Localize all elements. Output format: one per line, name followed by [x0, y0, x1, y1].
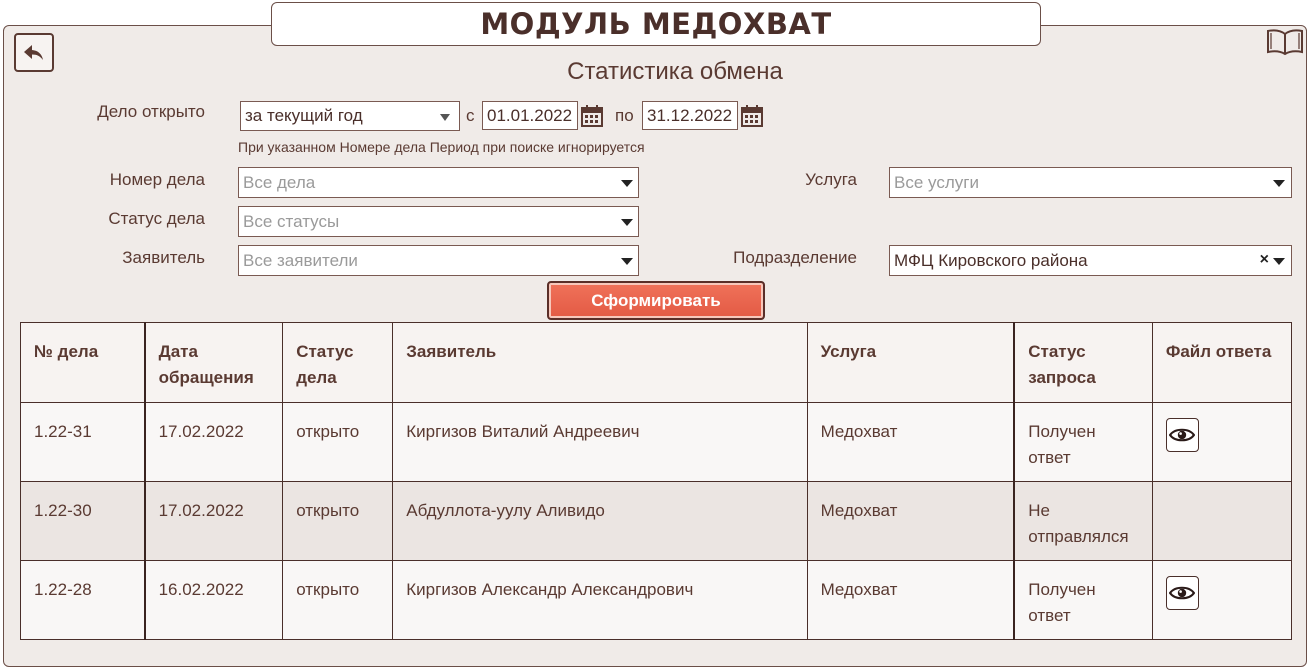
cell-file [1152, 482, 1291, 561]
case-number-placeholder: Все дела [243, 172, 316, 192]
cell-service: Медохват [807, 561, 1014, 640]
table-header-row [21, 323, 1292, 403]
clear-icon[interactable]: × [1259, 251, 1269, 268]
cell-request-status: Получен ответ [1014, 403, 1152, 482]
applicant-placeholder: Все заявители [243, 250, 358, 270]
date-to-input[interactable] [642, 101, 738, 130]
back-arrow-icon [23, 44, 45, 62]
eye-icon [1169, 427, 1195, 443]
chevron-down-icon [621, 219, 633, 226]
period-select[interactable] [240, 101, 460, 131]
cell-number: 1.22-30 [21, 482, 145, 561]
cell-applicant: Абдуллота-уулу Аливидо [393, 482, 807, 561]
cell-request-status: Не отправлялся [1014, 482, 1152, 561]
results-table [20, 322, 1292, 640]
case-number-label: Номер дела [109, 170, 205, 189]
column-header-status[interactable]: Статус дела [283, 323, 393, 403]
back-button[interactable] [14, 33, 54, 72]
to-label: по [615, 106, 634, 125]
column-header-number[interactable]: № дела [21, 323, 145, 403]
chevron-down-icon [1273, 258, 1285, 265]
division-select[interactable] [889, 245, 1292, 276]
table-row[interactable] [21, 403, 1292, 482]
opened-label: Дело открыто [97, 102, 205, 121]
table-row[interactable] [21, 482, 1292, 561]
cell-status: открыто [283, 403, 393, 482]
period-hint: При указанном Номере дела Период при поиске игнорируется [238, 139, 645, 155]
cell-applicant: Киргизов Александр Александрович [393, 561, 807, 640]
applicant-label: Заявитель [122, 248, 205, 267]
case-status-placeholder: Все статусы [243, 211, 340, 231]
generate-button[interactable]: Сформировать [547, 281, 765, 320]
calendar-icon[interactable] [741, 105, 763, 127]
case-number-select[interactable] [238, 167, 639, 198]
cell-status: открыто [283, 482, 393, 561]
cell-status: открыто [283, 561, 393, 640]
cell-service: Медохват [807, 403, 1014, 482]
division-value: МФЦ Кировского района [894, 250, 1088, 270]
service-label: Услуга [805, 170, 857, 189]
calendar-icon[interactable] [581, 105, 603, 127]
cell-file [1152, 403, 1291, 482]
view-file-button[interactable] [1166, 576, 1199, 610]
case-status-select[interactable] [238, 206, 639, 237]
module-title: МОДУЛЬ МЕДОХВАТ [271, 2, 1041, 46]
eye-icon [1169, 585, 1195, 601]
cell-number: 1.22-28 [21, 561, 145, 640]
view-file-button[interactable] [1166, 418, 1199, 452]
book-icon [1266, 28, 1304, 56]
applicant-select[interactable] [238, 245, 639, 276]
from-label: с [466, 106, 475, 125]
chevron-down-icon [440, 114, 450, 121]
chevron-down-icon [1273, 180, 1285, 187]
chevron-down-icon [621, 180, 633, 187]
division-label: Подразделение [733, 248, 857, 267]
service-select[interactable] [889, 167, 1292, 198]
cell-date: 16.02.2022 [145, 561, 283, 640]
date-from-input[interactable] [482, 101, 578, 130]
cell-date: 17.02.2022 [145, 403, 283, 482]
cell-date: 17.02.2022 [145, 482, 283, 561]
cell-number: 1.22-31 [21, 403, 145, 482]
chevron-down-icon [621, 258, 633, 265]
column-header-request-status[interactable]: Статус запроса [1014, 323, 1152, 403]
table-row[interactable] [21, 561, 1292, 640]
service-placeholder: Все услуги [894, 172, 979, 192]
column-header-service[interactable]: Услуга [807, 323, 1014, 403]
column-header-date[interactable]: Дата обращения [145, 323, 283, 403]
help-button[interactable] [1266, 27, 1304, 57]
column-header-applicant[interactable]: Заявитель [393, 323, 807, 403]
cell-service: Медохват [807, 482, 1014, 561]
cell-file [1152, 561, 1291, 640]
date-to-value: 31.12.2022 [647, 105, 733, 125]
cell-request-status: Получен ответ [1014, 561, 1152, 640]
column-header-file[interactable]: Файл ответа [1152, 323, 1291, 403]
period-value: за текущий год [245, 106, 363, 125]
cell-applicant: Киргизов Виталий Андреевич [393, 403, 807, 482]
date-from-value: 01.01.2022 [487, 105, 573, 125]
page-title: Статистика обмена [567, 58, 783, 85]
case-status-label: Статус дела [108, 209, 205, 228]
